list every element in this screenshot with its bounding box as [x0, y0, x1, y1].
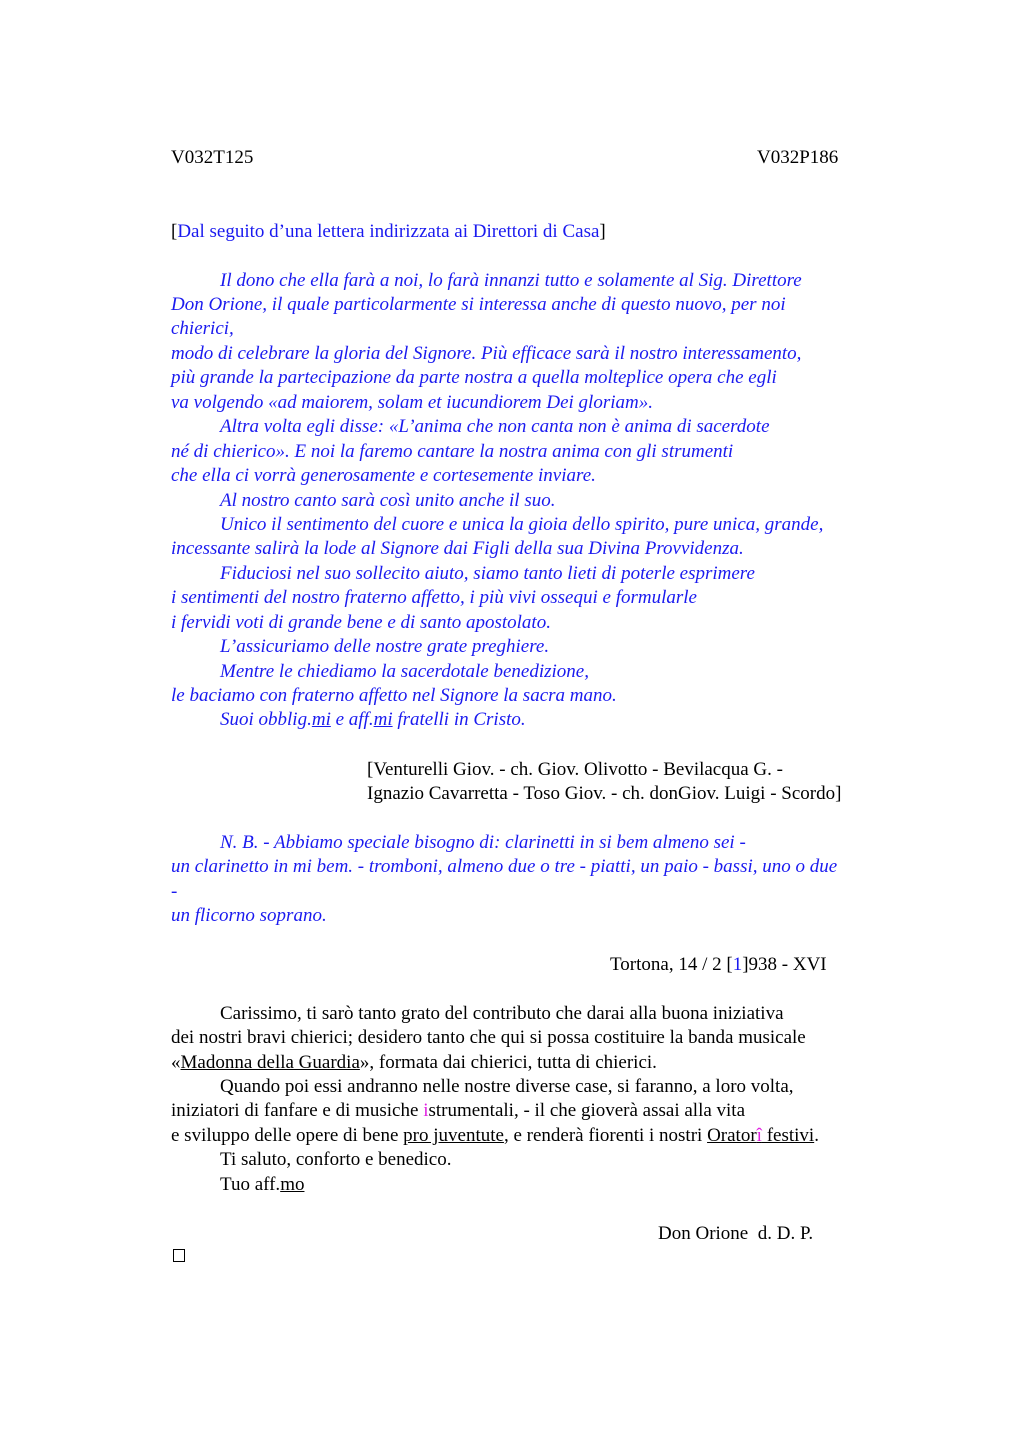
reply-line: dei nostri bravi chierici; desidero tanto che qui si possa costituire la banda musicale	[171, 1027, 806, 1048]
section-heading: [Dal seguito d’una lettera indirizzata ai Direttori di Casa]	[171, 221, 606, 242]
signature: Don Orione d. D. P.	[658, 1223, 814, 1244]
letter-line: Altra volta egli disse: «L’anima che non canta non è anima di sacerdote	[220, 416, 770, 437]
end-box-icon	[173, 1249, 185, 1262]
nb-line: -	[171, 881, 178, 902]
reply-line: iniziatori di fanfare e di musiche istrumentali, - il che gioverà assai alla vita	[171, 1100, 746, 1121]
reply-line: Quando poi essi andranno nelle nostre diverse case, si faranno, a loro volta,	[220, 1076, 794, 1097]
letter-line: L’assicuriamo delle nostre grate preghiere.	[220, 636, 550, 657]
letter-line: che ella ci vorrà generosamente e cortesemente inviare.	[171, 465, 596, 486]
letter-line: le baciamo con fraterno affetto nel Signore la sacra mano.	[171, 685, 617, 706]
volume-code-left: V032T125	[171, 147, 254, 168]
reply-line: Carissimo, ti sarò tanto grato del contributo che darai alla buona iniziativa	[220, 1003, 784, 1024]
reply-line: e sviluppo delle opere di bene pro juventute, e renderà fiorenti i nostri Oratorî festivi.	[171, 1125, 819, 1146]
letter-line: Il dono che ella farà a noi, lo farà innanzi tutto e solamente al Sig. Direttore	[220, 270, 802, 291]
nb-line: N. B. - Abbiamo speciale bisogno di: clarinetti in si bem almeno sei -	[220, 832, 746, 853]
letter-line: va volgendo «ad maiorem, solam et iucundiorem Dei gloriam».	[171, 392, 653, 413]
dateline: Tortona, 14 / 2 [1]938 - XVI	[610, 954, 827, 975]
volume-code-right: V032P186	[757, 147, 839, 168]
reply-line: Ti saluto, conforto e benedico.	[220, 1149, 452, 1170]
letter-line: né di chierico». E noi la faremo cantare la nostra anima con gli strumenti	[171, 441, 734, 462]
signers-line: Ignazio Cavarretta - Toso Giov. - ch. donGiov. Luigi - Scordo]	[367, 783, 842, 804]
letter-line: Al nostro canto sarà così unito anche il suo.	[220, 490, 556, 511]
letter-line: i sentimenti del nostro fraterno affetto, i più vivi ossequi e formularle	[171, 587, 697, 608]
letter-line: Fiduciosi nel suo sollecito aiuto, siamo tanto lieti di poterle esprimere	[220, 563, 755, 584]
reply-line: Tuo aff.mo	[220, 1174, 305, 1195]
letter-line: i fervidi voti di grande bene e di santo apostolato.	[171, 612, 551, 633]
closing-line: Suoi obblig.mi e aff.mi fratelli in Cristo.	[220, 709, 526, 730]
letter-line: Mentre le chiediamo la sacerdotale benedizione,	[220, 661, 589, 682]
signers-line: [Venturelli Giov. - ch. Giov. Olivotto - Bevilacqua G. -	[367, 759, 783, 780]
reply-line: «Madonna della Guardia», formata dai chierici, tutta di chierici.	[171, 1052, 657, 1073]
letter-line: incessante salirà la lode al Signore dai Figli della sua Divina Provvidenza.	[171, 538, 744, 559]
letter-line: modo di celebrare la gloria del Signore. Più efficace sarà il nostro interessamento,	[171, 343, 802, 364]
nb-line: un flicorno soprano.	[171, 905, 327, 926]
letter-line: chierici,	[171, 318, 234, 339]
letter-line: Unico il sentimento del cuore e unica la gioia dello spirito, pure unica, grande,	[220, 514, 824, 535]
nb-line: un clarinetto in mi bem. - tromboni, almeno due o tre - piatti, un paio - bassi, uno o due	[171, 856, 838, 877]
letter-line: Don Orione, il quale particolarmente si interessa anche di questo nuovo, per noi	[171, 294, 786, 315]
letter-line: più grande la partecipazione da parte nostra a quella molteplice opera che egli	[171, 367, 777, 388]
